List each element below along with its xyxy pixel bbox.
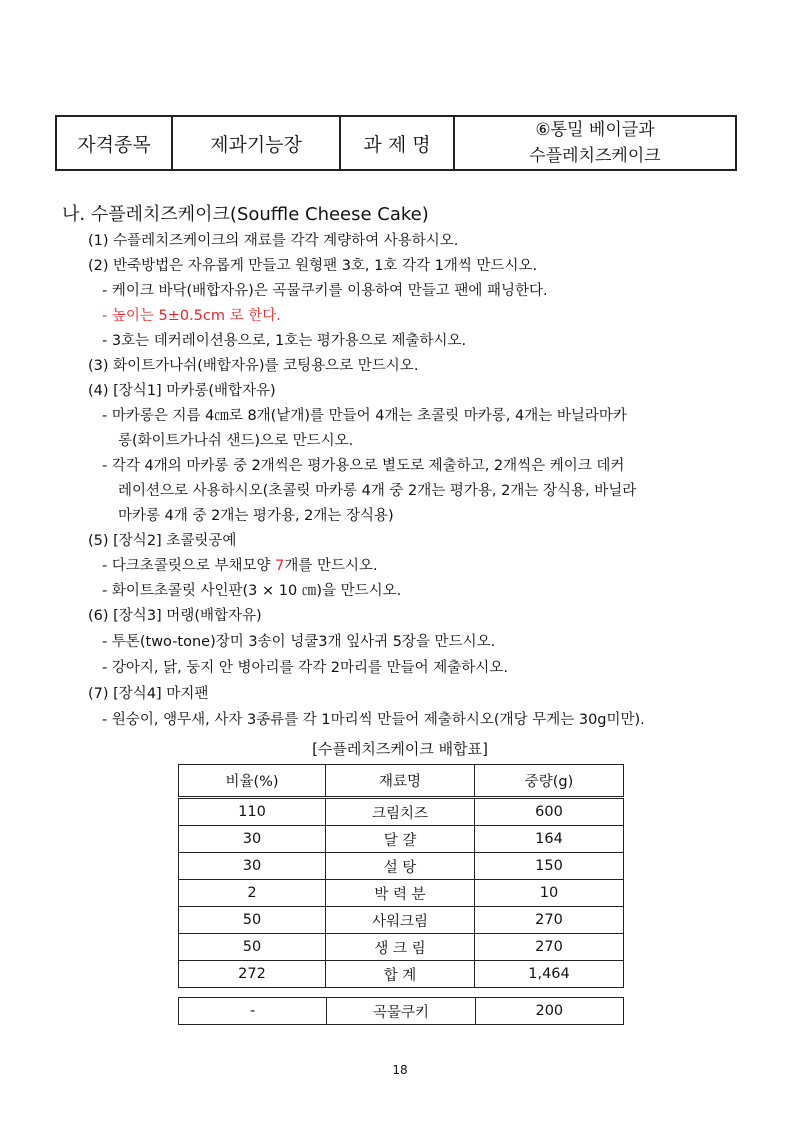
cell-weight: 10 <box>475 880 624 907</box>
instruction-4-bullet-1-cont: 롱(화이트가나쉬 샌드)으로 만드시오. <box>118 433 354 449</box>
cell-weight-total: 1,464 <box>475 961 624 988</box>
cell-ingredient: 생 크 림 <box>326 934 475 961</box>
col-header-ratio: 비율(%) <box>179 765 326 798</box>
cell-ingredient: 달 걀 <box>326 826 475 853</box>
instruction-4-bullet-2-cont-2: 마카롱 4개 중 2개는 평가용, 2개는 장식용) <box>118 508 394 524</box>
table-row <box>179 798 624 826</box>
instruction-5-bullet-1-part-a: - 다크초콜릿으로 부채모양 <box>102 558 276 574</box>
cell-ratio: 110 <box>179 798 326 826</box>
table-row <box>179 880 624 907</box>
cell-weight: 270 <box>475 934 624 961</box>
cell-ratio: - <box>179 998 327 1025</box>
table-row <box>179 907 624 934</box>
header-label-task: 과 제 명 <box>340 116 454 170</box>
instruction-6-bullet-1: - 투톤(two-tone)장미 3송이 넝쿨3개 잎사귀 5장을 만드시오. <box>102 634 496 650</box>
table-row <box>179 998 624 1025</box>
instruction-5-bullet-1 <box>102 556 378 576</box>
header-table <box>55 115 737 171</box>
cell-weight: 150 <box>475 853 624 880</box>
cell-weight: 600 <box>475 798 624 826</box>
header-value-task <box>454 116 736 170</box>
recipe-extra-table <box>178 997 624 1025</box>
cell-ingredient-total: 합 계 <box>326 961 475 988</box>
instruction-5-bullet-2: - 화이트초콜릿 사인판(3 × 10 ㎝)을 만드시오. <box>102 583 402 599</box>
cell-ingredient: 설 탕 <box>326 853 475 880</box>
col-header-ingredient: 재료명 <box>326 765 475 798</box>
cell-ratio: 2 <box>179 880 326 907</box>
instruction-1: (1) 수플레치즈케이크의 재료를 각각 계량하여 사용하시오. <box>88 233 459 249</box>
instruction-2-bullet-2-highlight: - 높이는 5±0.5cm 로 한다. <box>102 308 281 324</box>
cell-ingredient: 곡물쿠키 <box>327 998 475 1025</box>
cell-ratio: 30 <box>179 853 326 880</box>
instruction-7-bullet-1: - 원숭이, 앵무새, 사자 3종류를 각 1마리씩 만들어 제출하시오(개당 무게는 30g미만). <box>102 712 645 728</box>
cell-ratio: 30 <box>179 826 326 853</box>
instruction-3: (3) 화이트가나쉬(배합자유)를 코팅용으로 만드시오. <box>88 358 419 374</box>
table-row <box>179 934 624 961</box>
table-row <box>179 853 624 880</box>
cell-ingredient: 크림치즈 <box>326 798 475 826</box>
table-row <box>179 826 624 853</box>
instruction-7: (7) [장식4] 마지팬 <box>88 686 209 702</box>
instruction-6: (6) [장식3] 머랭(배합자유) <box>88 608 262 624</box>
instruction-2: (2) 반죽방법은 자유롭게 만들고 원형팬 3호, 1호 각각 1개씩 만드시오. <box>88 258 538 274</box>
instruction-5-bullet-1-count: 7 <box>275 558 285 574</box>
table-caption: [수플레치즈케이크 배합표] <box>312 740 488 758</box>
task-name-line2: 수플레치즈케이크 <box>529 146 661 166</box>
cell-ingredient: 사워크림 <box>326 907 475 934</box>
cell-weight: 270 <box>475 907 624 934</box>
instruction-5-bullet-1-part-b: 개를 만드시오. <box>284 558 378 574</box>
instruction-4: (4) [장식1] 마카롱(배합자유) <box>88 383 276 399</box>
cell-ratio-total: 272 <box>179 961 326 988</box>
instruction-4-bullet-2-cont-1: 레이션으로 사용하시오(초콜릿 마카롱 4개 중 2개는 평가용, 2개는 장식용, 바닐라 <box>118 483 637 499</box>
header-value-qualification: 제과기능장 <box>172 116 340 170</box>
instruction-2-bullet-3: - 3호는 데커레이션용으로, 1호는 평가용으로 제출하시오. <box>102 333 467 349</box>
instruction-4-bullet-1: - 마카롱은 지름 4㎝로 8개(낱개)를 만들어 4개는 초콜릿 마카롱, 4개는 바닐라마카 <box>102 408 627 424</box>
col-header-weight: 중량(g) <box>475 765 624 798</box>
section-title: 나. 수플레치즈케이크(Souffle Cheese Cake) <box>62 204 429 225</box>
header-label-qualification: 자격종목 <box>56 116 172 170</box>
table-total-row <box>179 961 624 988</box>
cell-ratio: 50 <box>179 907 326 934</box>
task-name-line1: ⑥통밀 베이글과 <box>535 120 655 140</box>
cell-ratio: 50 <box>179 934 326 961</box>
cell-weight: 200 <box>475 998 623 1025</box>
instruction-5: (5) [장식2] 초콜릿공예 <box>88 533 237 549</box>
table-header-row <box>179 765 624 798</box>
page-number: 18 <box>392 1063 408 1077</box>
instruction-4-bullet-2: - 각각 4개의 마카롱 중 2개씩은 평가용으로 별도로 제출하고, 2개씩은 케이크 데커 <box>102 458 625 474</box>
recipe-table <box>178 764 624 988</box>
instruction-2-bullet-1: - 케이크 바닥(배합자유)은 곡물쿠키를 이용하여 만들고 팬에 패닝한다. <box>102 283 548 299</box>
cell-weight: 164 <box>475 826 624 853</box>
cell-ingredient: 박 력 분 <box>326 880 475 907</box>
instruction-6-bullet-2: - 강아지, 닭, 둥지 안 병아리를 각각 2마리를 만들어 제출하시오. <box>102 660 508 676</box>
